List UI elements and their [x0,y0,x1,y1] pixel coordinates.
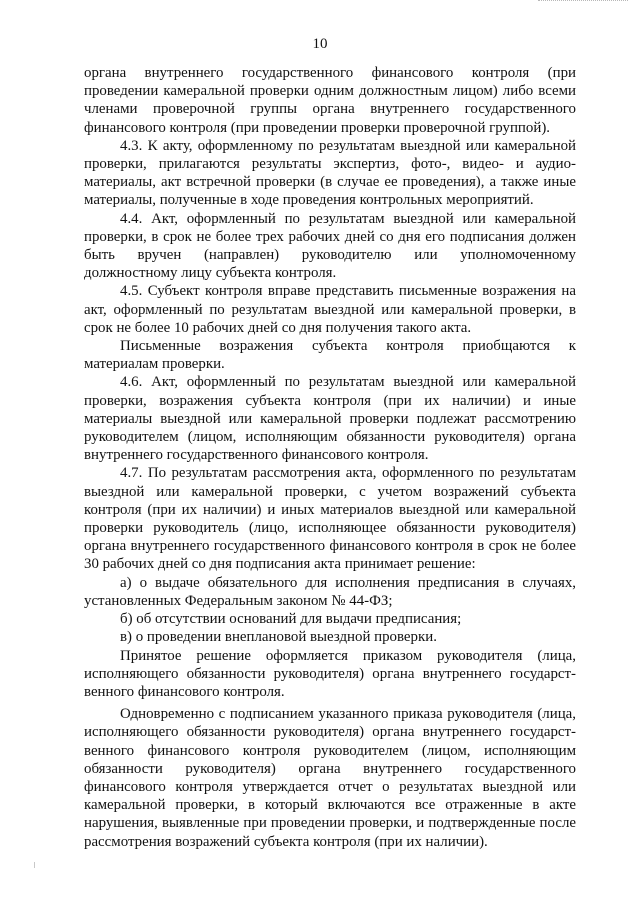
scan-artifact [538,0,628,3]
paragraph-4-3: 4.3. К акту, оформленному по результатам выездной или камеральной проверки, прилагаются результаты экспертиз, фото-, видео- и аудио-материалы, акт встречной проверки (в случае ее проведения), а также иные материалы, полученные в ходе проведения контрольных мероприятий. [84,137,576,209]
paragraph-4-4: 4.4. Акт, оформленный по результатам выездной или камеральной проверки, в срок не более трех рабочих дней со дня его подписания должен быть вручен (направлен) руководителю или уполномоченному должностному лицу субъекта контроля. [84,210,576,282]
paragraph-4-6: 4.6. Акт, оформленный по результатам выездной или камеральной проверки, возражения субъекта контроля (при их наличии) и иные материалы выездной или камеральной проверки подлежат рассмотрению руководителем (лицом, исполняющим обязанности руководителя) органа внутреннего государственного финансового контроля. [84,374,576,464]
paragraph-decision-order: Принятое решение оформляется приказом руководителя (лица, исполняющего обязанности руководителя) органа внутреннего государст-венного финансового контроля. [84,647,576,700]
page-number: 10 [312,36,328,52]
paragraph-continuation: органа внутреннего государственного финансового контроля (при проведении камеральной проверки одним должностным лицом) либо всеми членами проверочной группы органа внутреннего государственного финансового контроля (при проведении проверки проверочной группой). [84,65,576,136]
paragraph-objections: Письменные возражения субъекта контроля приобщаются к материалам проверки. [84,338,576,373]
body-text [84,64,576,851]
paragraph-4-7: 4.7. По результатам рассмотрения акта, оформленного по результатам выездной или камеральной проверки, с учетом возражений субъекта контроля (при их наличии) и иных материалов выездной или камеральной проверки руководитель (лицо, исполняющее обязанности руководителя) органа внутреннего государственного финансового контроля в срок не более 30 рабочих дней со дня подписания акта принимает решение: [84,465,576,573]
scan-artifact-margin [34,862,37,868]
paragraph-4-5: 4.5. Субъект контроля вправе представить письменные возражения на акт, оформленный по результатам выездной или камеральной проверки, в срок не более 10 рабочих дней со дня получения такого акта. [84,283,576,336]
list-item-b: б) об отсутствии оснований для выдачи предписания; [120,611,462,628]
list-item-a: а) о выдаче обязательного для исполнения предписания в случаях, установленных Федеральным законом № 44-ФЗ; [84,574,576,609]
list-item-v: в) о проведении внеплановой выездной проверки. [120,629,437,646]
paragraph-report: Одновременно с подписанием указанного приказа руководителя (лица, исполняющего обязанности руководителя) органа внутреннего государст-венного финансового контроля руководителем (лицом, исполняющим обязанности руководителя) органа внутреннего государственного финансового контроля утверждается отчет о результатах выездной или камеральной проверки, в который включаются все отраженные в акте нарушения, выявленные при проведении проверки, и подтвержденные после рассмотрения возражений субъекта контроля (при их наличии). [84,706,576,850]
